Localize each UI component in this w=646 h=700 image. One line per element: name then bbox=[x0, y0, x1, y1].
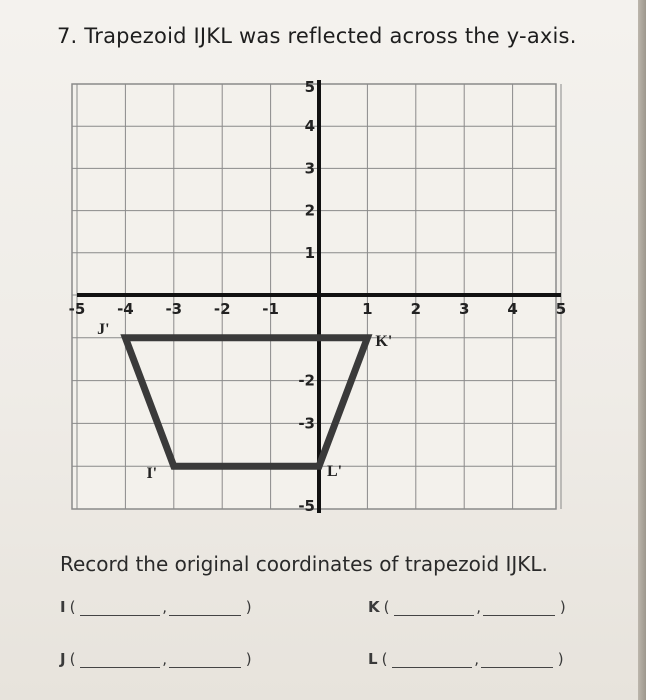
comma: , bbox=[474, 650, 479, 668]
vertex-label: L' bbox=[327, 463, 343, 481]
y-tick-label: 4 bbox=[304, 117, 315, 136]
y-tick-label: 1 bbox=[304, 243, 315, 262]
answer-l bbox=[368, 650, 564, 668]
open-paren: ( bbox=[69, 598, 76, 616]
y-tick-label: 5 bbox=[304, 78, 315, 96]
answer-l-y-blank[interactable] bbox=[481, 653, 553, 668]
vertex-label: I' bbox=[146, 465, 158, 483]
y-tick-label: -2 bbox=[298, 371, 315, 390]
x-tick-label: 3 bbox=[458, 300, 470, 318]
answer-k-y-blank[interactable] bbox=[483, 601, 555, 616]
answer-l-label: L bbox=[368, 650, 378, 668]
x-tick-label: -4 bbox=[117, 300, 134, 318]
y-tick-label: -5 bbox=[298, 497, 315, 515]
answer-i-label: I bbox=[60, 598, 66, 616]
y-tick-label: 2 bbox=[304, 201, 315, 220]
answer-j bbox=[60, 650, 252, 668]
answer-j-x-blank[interactable] bbox=[80, 653, 160, 668]
answer-j-y-blank[interactable] bbox=[169, 653, 241, 668]
comma: , bbox=[476, 598, 482, 616]
record-prompt: Record the original coordinates of trapezoid IJKL. bbox=[60, 552, 548, 576]
vertex-label: K' bbox=[375, 332, 393, 350]
x-tick-label: -2 bbox=[213, 300, 231, 318]
x-tick-label: -3 bbox=[165, 300, 183, 318]
x-tick-label: 5 bbox=[555, 300, 567, 318]
close-paren: ) bbox=[557, 650, 564, 668]
x-tick-label: -5 bbox=[68, 300, 86, 318]
vertex-label: J' bbox=[97, 320, 110, 338]
answer-i-x-blank[interactable] bbox=[80, 601, 160, 616]
answer-k-x-blank[interactable] bbox=[394, 601, 474, 616]
question-title: 7. Trapezoid IJKL was reflected across the y-axis. bbox=[57, 24, 577, 48]
x-tick-label: 2 bbox=[410, 300, 422, 318]
answer-k-label: K bbox=[368, 598, 380, 616]
close-paren: ) bbox=[559, 598, 566, 616]
answer-i bbox=[60, 598, 252, 616]
close-paren: ) bbox=[245, 598, 252, 616]
answer-l-x-blank[interactable] bbox=[392, 653, 472, 668]
close-paren: ) bbox=[245, 650, 252, 668]
x-tick-label: 1 bbox=[362, 300, 373, 318]
x-tick-label: 4 bbox=[507, 300, 518, 318]
comma: , bbox=[162, 650, 168, 668]
answer-j-label: J bbox=[60, 650, 66, 668]
x-tick-label: -1 bbox=[262, 300, 279, 318]
open-paren: ( bbox=[383, 598, 390, 616]
y-tick-label: -3 bbox=[298, 414, 315, 433]
open-paren: ( bbox=[69, 650, 76, 668]
comma: , bbox=[162, 598, 168, 616]
answer-i-y-blank[interactable] bbox=[169, 601, 241, 616]
y-tick-label: 3 bbox=[304, 159, 315, 178]
open-paren: ( bbox=[381, 650, 388, 668]
answer-k bbox=[368, 598, 566, 616]
